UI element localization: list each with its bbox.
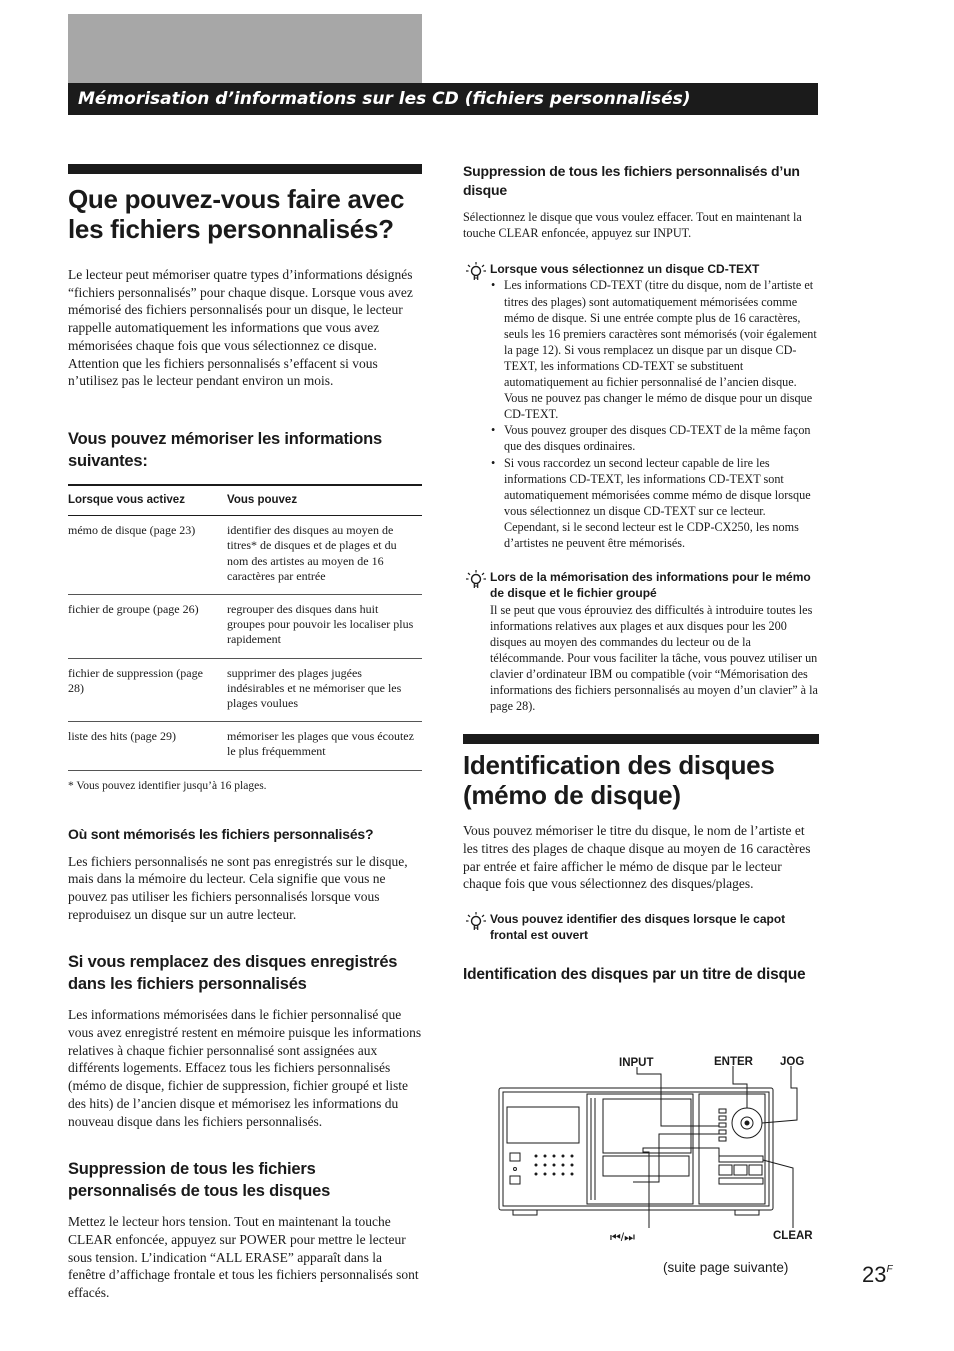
intro-paragraph: Le lecteur peut mémoriser quatre types d’informations désignés “fichiers personnalisés” pour chaque disque. Lorsque vous avez mémorisé des fichiers personnalisés pour un disque, le lecteur rappelle automatiquement les informations que vous avez mémorisées chaque fois que vous sélectionnez ce disque. Attention que les fichiers personnalisés s’effacent si vous n’utilisez pas le lecteur pendant environ un mois.: [68, 267, 413, 389]
memorize-heading: Vous pouvez mémoriser les informations suivantes:: [68, 429, 382, 470]
table-footnote: * Vous pouvez identifier jusqu’à 16 plages.: [68, 779, 267, 792]
header-gray-block: [68, 14, 422, 84]
device-diagram: [463, 1052, 819, 1252]
lightbulb-icon: [465, 261, 487, 283]
replace-paragraph: Les informations mémorisées dans le fichier personnalisé que vous avez enregistré restent en mémoire puisque les informations relatives à chaque fichier personnalisé sont assignées aux différents logements. Effacez tous les fichiers personnalisés (mémo de disque, fichier de suppression, fichier groupé et liste des hits) de l’ancien disque et mémorisez les informations du nouveau disque dans les fichiers personnalisés.: [68, 1007, 422, 1129]
table-cell: mémo de disque (page 23): [68, 516, 227, 595]
table-cell: fichier de groupe (page 26): [68, 594, 227, 658]
table-cell: mémoriser les plages que vous écoutez le plus fréquemment: [227, 722, 422, 770]
table-header-cell: Vous pouvez: [227, 485, 422, 516]
cd-player-drawing: [463, 1052, 819, 1228]
table-cell: liste des hits (page 29): [68, 722, 227, 770]
table-row: [68, 594, 422, 658]
page-number: [862, 1262, 893, 1288]
bullet-text: Les informations CD-TEXT (titre du disque, nom de l’artiste et titres des plages) sont automatiquement mémorisées comme mémo de disque. Si une entrée compte plus de 16 caractères, seuls les 16 premiers caractères sont mémorisés (voir également la page 12). Si vous remplacez un disque par un disque CD-TEXT, les informations CD-TEXT se substituent automatiquement au fichier personnalisé de l’ancien disque.: [504, 278, 817, 390]
table-cell: fichier de suppression (page 28): [68, 658, 227, 722]
diagram-label-clear: CLEAR: [773, 1230, 813, 1242]
table-cell: supprimer des plages jugées indésirables et ne mémoriser que les plages voulues: [227, 658, 422, 722]
section-rule: [463, 734, 819, 744]
list-item: • Vous pouvez grouper des disques CD-TEXT de la même façon que des disques ordinaires.: [490, 422, 819, 454]
list-item: • Si vous raccordez un second lecteur capable de lire les informations CD-TEXT, les informations CD-TEXT sont automatiquement mémorisées comme mémo de disque lorsque vous sélectionnez un disque CD-TEXT sur ce lecteur. Cependant, si le second lecteur est le CDP-CX250, les noms d’artistes ne peuvent être mémorisés.: [490, 455, 819, 552]
lightbulb-icon: [465, 911, 487, 933]
page-number-suffix: F: [886, 1264, 893, 1275]
section-title: Que pouvez-vous faire avec les fichiers personnalisés?: [68, 184, 405, 244]
table-row: [68, 658, 422, 722]
table-header-row: [68, 485, 422, 516]
tip-cd-text: [463, 261, 819, 551]
delete-all-heading: Suppression de tous les fichiers personnalisés de tous les disques: [68, 1160, 331, 1201]
continued-note: (suite page suivante): [663, 1260, 789, 1275]
id-paragraph: Vous pouvez mémoriser le titre du disque, le nom de l’artiste et les titres des plages de chaque disque au moyen de 16 caractères par entrée et faire afficher le mémo de disque par le lecteur chaque fois que vous sélectionnez des disques/plages.: [463, 823, 811, 892]
tip-title: Vous pouvez identifier des disques lorsque le capot frontal est ouvert: [490, 912, 786, 943]
id-section-title: Identification des disques (mémo de disque): [463, 750, 775, 811]
diagram-label-input: INPUT: [619, 1057, 654, 1069]
diagram-label-skip: ⏮/⏭: [610, 1230, 635, 1244]
diagram-label-enter: ENTER: [714, 1056, 753, 1068]
delete-disc-paragraph: Sélectionnez le disque que vous voulez effacer. Tout en maintenant la touche CLEAR enfoncée, appuyez sur INPUT.: [463, 210, 802, 241]
bullet-text-extra: Vous ne pouvez pas changer le mémo de disque pour un disque CD-TEXT.: [504, 391, 813, 422]
tip-keyboard: [463, 569, 819, 714]
tip-title: Lors de la mémorisation des informations pour le mémo de disque et le fichier groupé: [490, 570, 811, 601]
replace-heading: Si vous remplacez des disques enregistrés dans les fichiers personnalisés: [68, 953, 398, 994]
table-row: [68, 722, 422, 770]
right-column: [463, 164, 819, 985]
delete-disc-heading: Suppression de tous les fichiers personnalisés d’un disque: [463, 163, 800, 198]
where-heading: Où sont mémorisés les fichiers personnalisés?: [68, 825, 374, 842]
left-column: [68, 164, 422, 1302]
table-header-cell: Lorsque vous activez: [68, 485, 227, 516]
features-table: [68, 484, 422, 771]
chapter-banner: Mémorisation d’informations sur les CD (fichiers personnalisés): [68, 83, 818, 115]
tip-title: Lorsque vous sélectionnez un disque CD-TEXT: [490, 262, 760, 277]
section-rule: [68, 164, 422, 174]
id-sub-heading: Identification des disques par un titre de disque: [463, 965, 806, 983]
diagram-label-jog: JOG: [780, 1056, 805, 1068]
tip-bullet-list: [490, 277, 819, 551]
table-cell: identifier des disques au moyen de titres* de disques et de plages et du nom des artistes au moyen de 16 caractères par entrée: [227, 516, 422, 595]
table-cell: regrouper des disques dans huit groupes pour pouvoir les localiser plus rapidement: [227, 594, 422, 658]
tip-front-cover: [463, 911, 819, 944]
page-number-value: 23: [862, 1262, 887, 1287]
delete-all-paragraph: Mettez le lecteur hors tension. Tout en maintenant la touche CLEAR enfoncée, appuyez sur POWER pour mettre le lecteur sous tension. L’indication “ALL ERASE” apparaît dans la fenêtre d’affichage frontale et tous les fichiers personnalisés sont effacés.: [68, 1214, 419, 1301]
table-row: [68, 516, 422, 595]
tip-paragraph: Il se peut que vous éprouviez des difficultés à introduire toutes les informations relatives aux plages et aux disques pour les 200 disques au moyen des commandes du lecteur ou de la télécommande. Pour vous faciliter la tâche, vous pouvez utiliser un clavier d’ordinateur IBM ou compatible (voir “Mémorisation des informations des fichiers personnalisés au moyen d’un clavier” à la page 28).: [490, 602, 818, 714]
where-paragraph: Les fichiers personnalisés ne sont pas enregistrés sur le disque, mais dans la mémoire du lecteur. Cela signifie que vous ne pouvez pas utiliser les fichiers personnalisés lorsque vous reproduisez un disque sur un autre lecteur.: [68, 853, 408, 922]
list-item: [490, 277, 819, 422]
lightbulb-icon: [465, 569, 487, 591]
